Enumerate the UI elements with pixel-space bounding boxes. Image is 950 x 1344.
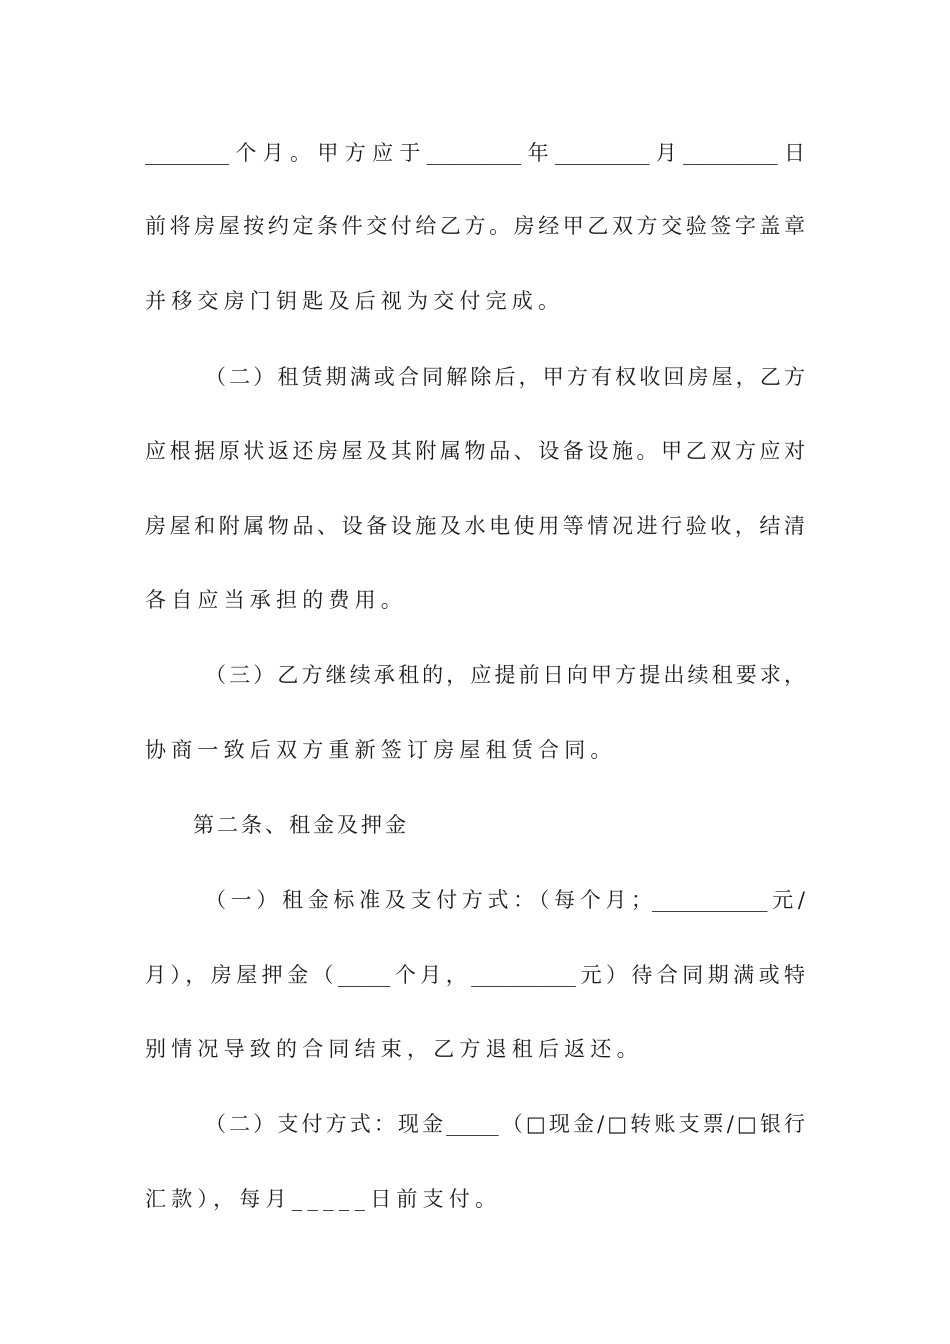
text-line-13: 别情况导致的合同结束，乙方退租后返还。 — [145, 1037, 643, 1061]
text-line-1: ________个月。甲方应于_________年_________月_________日 — [145, 141, 805, 165]
section-heading: 第二条、租金及押金 — [193, 813, 409, 837]
text-line-7: 各自应当承担的费用。 — [145, 588, 407, 612]
text-line-2: 前将房屋按约定条件交付给乙方。房经甲乙双方交验签字盖章 — [145, 214, 805, 238]
text-line-14: （二）支付方式：现金_____（□现金/□转账支票/□银行 — [205, 1112, 805, 1136]
text-line-12: 月），房屋押金（_____个月，__________元）待合同期满或特 — [145, 963, 805, 987]
text-line-9: 协商一致后双方重新签订房屋租赁合同。 — [145, 738, 617, 762]
text-line-11: （一）租金标准及支付方式：（每个月；___________元/ — [205, 888, 805, 912]
text-line-15: 汇款），每月_____日前支付。 — [145, 1187, 502, 1211]
text-line-5: 应根据原状返还房屋及其附属物品、设备设施。甲乙双方应对 — [145, 439, 805, 463]
text-line-4: （二）租赁期满或合同解除后，甲方有权收回房屋，乙方 — [205, 365, 805, 389]
text-line-3: 并移交房门钥匙及后视为交付完成。 — [145, 289, 565, 313]
text-line-6: 房屋和附属物品、设备设施及水电使用等情况进行验收，结清 — [145, 514, 805, 538]
text-line-8: （三）乙方继续承租的，应提前日向甲方提出续租要求， — [205, 663, 805, 687]
